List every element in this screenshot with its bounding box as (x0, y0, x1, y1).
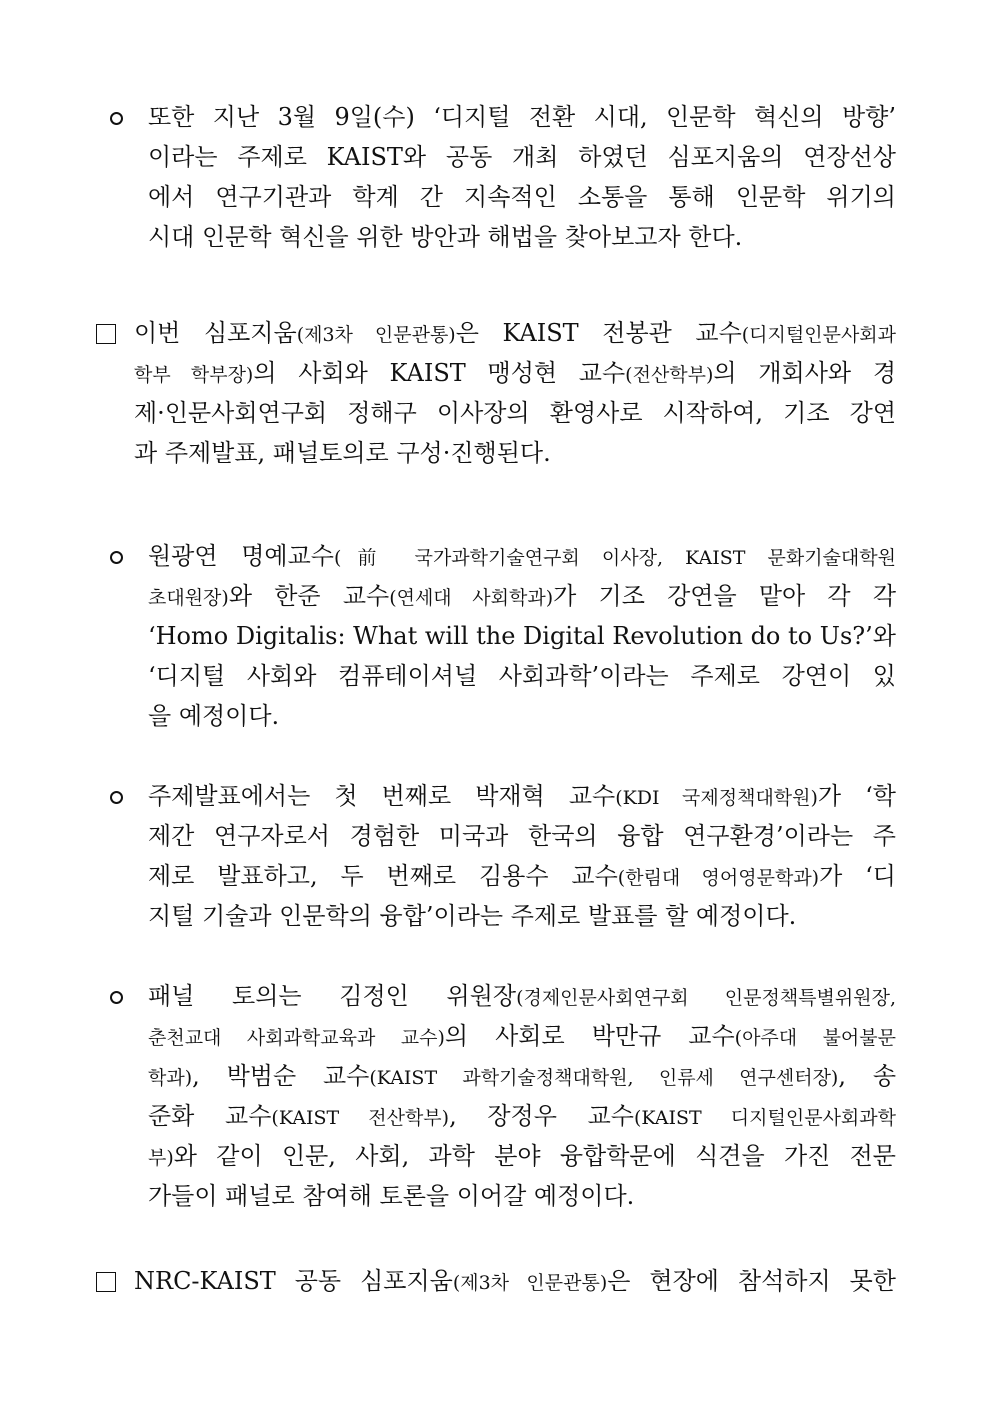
paragraph-3-line-4: ‘디지털 사회와 컴퓨테이셔널 사회과학’이라는 주제로 강연이 있 (148, 662, 896, 690)
paragraph-5-line-1 (148, 980, 896, 1012)
text-span: , 박범순 교수 (192, 1062, 370, 1090)
parenthetical-note: 춘천교대 사회과학교육과 교수) (148, 1027, 445, 1049)
paragraph-5-line-5 (148, 1140, 896, 1172)
text-span: 와 같이 인문, 사회, 과학 분야 융합학문에 식견을 가진 전문 (173, 1142, 896, 1170)
paragraph-1-line-2: 이라는 주제로 KAIST와 공동 개최 하였던 심포지움의 연장선상 (148, 143, 896, 171)
circle-bullet-icon (110, 112, 123, 125)
text-span: 가 ‘학 (817, 782, 896, 810)
parenthetical-note: (KAIST 디지털인문사회과학 (633, 1107, 896, 1129)
text-span: 패널 토의는 김정인 위원장 (148, 982, 517, 1010)
paragraph-5-line-3 (148, 1060, 896, 1092)
paragraph-5-line-6: 가들이 패널로 참여해 토론을 이어갈 예정이다. (148, 1182, 635, 1210)
circle-bullet-icon (110, 991, 123, 1004)
paragraph-5-line-2 (148, 1020, 896, 1052)
text-span: 준화 교수 (148, 1102, 272, 1130)
paragraph-2-line-4: 과 주제발표, 패널토의로 구성·진행된다. (134, 439, 551, 467)
text-span: 은 KAIST 전봉관 교수 (455, 319, 742, 347)
paragraph-4-line-4: 지털 기술과 인문학의 융합’이라는 주제로 발표를 할 예정이다. (148, 902, 797, 930)
text-span: NRC-KAIST 공동 심포지움 (134, 1267, 453, 1295)
parenthetical-note: 학부 학부장) (134, 364, 254, 386)
text-span: 원광연 명예교수 (148, 542, 334, 570)
circle-bullet-icon (110, 791, 123, 804)
paragraph-1-line-3: 에서 연구기관과 학계 간 지속적인 소통을 통해 인문학 위기의 (148, 183, 896, 211)
text-span: 은 현장에 참석하지 못한 (607, 1267, 896, 1295)
parenthetical-note: (KDI 국제정책대학원) (615, 787, 818, 809)
text-span: , 송 (838, 1062, 896, 1090)
paragraph-3-line-2 (148, 580, 896, 612)
parenthetical-note: (연세대 사회학과) (389, 587, 554, 609)
text-span: 주제발표에서는 첫 번째로 박재혁 교수 (148, 782, 616, 810)
text-span: 와 한준 교수 (228, 582, 390, 610)
paragraph-3-line-5: 을 예정이다. (148, 702, 280, 730)
parenthetical-note: 초대원장) (148, 587, 229, 609)
parenthetical-note: (디지털인문사회과 (741, 324, 896, 346)
text-span: 이번 심포지움 (134, 319, 297, 347)
text-span: 가 ‘디 (819, 862, 896, 890)
parenthetical-note: (한림대 영어영문학과) (617, 867, 820, 889)
circle-bullet-icon (110, 551, 123, 564)
parenthetical-note: (KAIST 전산학부) (271, 1107, 450, 1129)
text-span: 의 사회로 박만규 교수 (444, 1022, 735, 1050)
paragraph-1-line-4: 시대 인문학 혁신을 위한 방안과 해법을 찾아보고자 한다. (148, 223, 743, 251)
paragraph-3-line-3: ‘Homo Digitalis: What will the Digital Revolution do to Us?’와 (148, 622, 896, 650)
parenthetical-note: (아주대 불어불문 (734, 1027, 896, 1049)
square-bullet-icon (96, 324, 116, 344)
paragraph-4-line-1 (148, 780, 896, 812)
paragraph-6-line-1 (134, 1265, 896, 1297)
text-span: 의 개회사와 경 (713, 359, 896, 387)
text-span: 제로 발표하고, 두 번째로 김용수 교수 (148, 862, 618, 890)
text-span: 의 사회와 KAIST 맹성현 교수 (253, 359, 626, 387)
parenthetical-note: (KAIST 과학기술정책대학원, 인류세 연구센터장) (369, 1067, 839, 1089)
paragraph-4-line-3 (148, 860, 896, 892)
parenthetical-note: (前 국가과학기술연구회 이사장, KAIST 문화기술대학원 (333, 547, 896, 569)
paragraph-2-line-1 (134, 317, 896, 349)
paragraph-1-line-1: 또한 지난 3월 9일(수) ‘디지털 전환 시대, 인문학 혁신의 방향’ (148, 103, 896, 131)
parenthetical-note: (경제인문사회연구회 인문정책특별위원장, (516, 987, 896, 1009)
paragraph-3-line-1 (148, 540, 896, 572)
text-span: 가 기조 강연을 맡아 각 각 (553, 582, 896, 610)
parenthetical-note: 학과) (148, 1067, 193, 1089)
paragraph-2-line-2 (134, 357, 896, 389)
paragraph-2-line-3: 제·인문사회연구회 정해구 이사장의 환영사로 시작하여, 기조 강연 (134, 399, 896, 427)
parenthetical-note: (제3차 인문관통) (296, 324, 456, 346)
parenthetical-note: (제3차 인문관통) (452, 1272, 608, 1294)
square-bullet-icon (96, 1272, 116, 1292)
paragraph-4-line-2: 제간 연구자로서 경험한 미국과 한국의 융합 연구환경’이라는 주 (148, 822, 896, 850)
parenthetical-note: (전산학부) (625, 364, 714, 386)
text-span: , 장정우 교수 (449, 1102, 634, 1130)
parenthetical-note: 부) (148, 1147, 174, 1169)
paragraph-5-line-4 (148, 1100, 896, 1132)
